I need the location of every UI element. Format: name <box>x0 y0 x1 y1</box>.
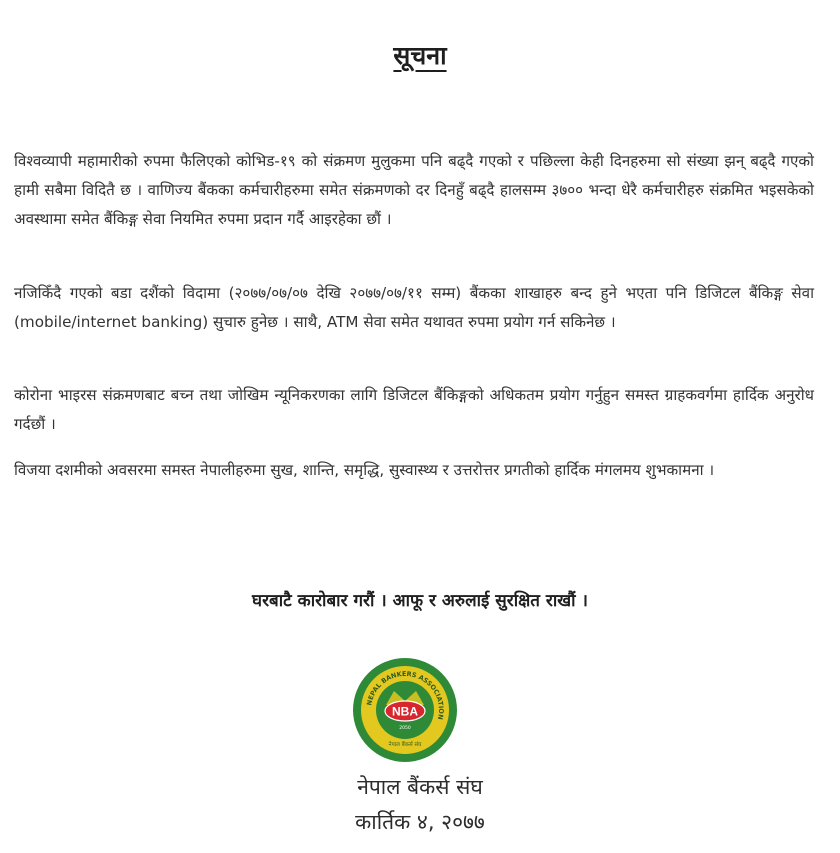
nba-logo <box>352 657 458 763</box>
notice-paragraph-4: विजया दशमीको अवसरमा समस्त नेपालीहरुमा सुख, शान्ति, समृद्धि, सुस्वास्थ्य र उत्तरोत्तर प्रगतीको हार्दिक मंगलमय शुभकामना । <box>14 461 715 479</box>
logo-ring-text: NEPAL BANKERS ASSOCIATION <box>365 669 446 721</box>
safety-slogan: घरबाटै कारोबार गरौं । आफू र अरुलाई सुरक्षित राखौं । <box>252 591 588 611</box>
organization-name: नेपाल बैंकर्स संघ <box>357 775 483 799</box>
logo-inner-text: नेपाल बैंकर्स संघ <box>388 742 422 748</box>
logo-acronym: NBA <box>392 704 418 719</box>
notice-paragraph-1: विश्वव्यापी महामारीको रुपमा फैलिएको कोभिड-१९ को संक्रमण मुलुकमा पनि बढ्दै गएको र पछिल्ला केही दिनहरुमा सो संख्या झन् बढ्दै गएको हामी सबैमा विदितै छ । वाणिज्य बैंकका कर्मचारीहरुमा समेत संक्रमणको दर दिनहुँ बढ्दै हालसम्म ३७०० भन्दा धेरै कर्मचारीहरु संक्रमित भइसकेको अवस्थामा समेत बैंकिङ्ग सेवा नियमित रुपमा प्रदान गर्दै आइरहेका छौं । <box>14 152 814 228</box>
notice-title-text: सूचना <box>393 41 447 70</box>
notice-date: कार्तिक ४, २०७७ <box>355 810 485 834</box>
notice-paragraph-3: कोरोना भाइरस संक्रमणबाट बच्न तथा जोखिम न्यूनिकरणका लागि डिजिटल बैंकिङ्गको अधिकतम प्रयोग गर्नुहुन समस्त ग्राहकवर्गमा हार्दिक अनुरोध गर्दछौं । <box>14 386 814 433</box>
notice-paragraph-2: नजिकिँदै गएको बडा दशैंको विदामा (२०७७/०७/०७ देखि २०७७/०७/११ सम्म) बैंकका शाखाहरु बन्द हुने भएता पनि डिजिटल बैंकिङ्ग सेवा (mobile/internet banking) सुचारु हुनेछ । साथै, ATM सेवा समेत यथावत रुपमा प्रयोग गर्न सकिनेछ । <box>14 284 814 331</box>
notice-title <box>0 38 840 72</box>
logo-year: 2050 <box>399 726 411 731</box>
